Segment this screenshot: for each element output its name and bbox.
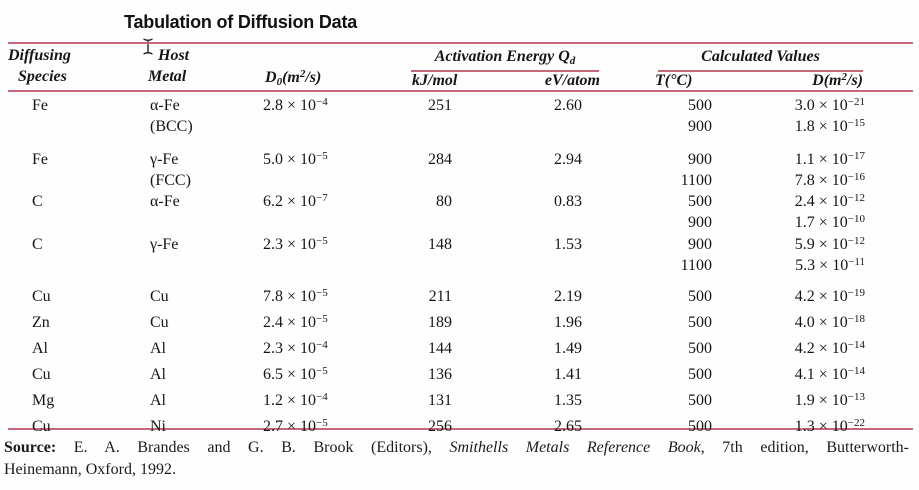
table-row bbox=[8, 235, 888, 287]
temperature-line: 1100 bbox=[680, 257, 712, 274]
cell-host-metal bbox=[140, 365, 262, 386]
d-value-line: $4.2 \times 10^{-14}$ bbox=[794, 339, 865, 357]
header-d-calculated: $D(m^2/s)$ bbox=[812, 71, 863, 89]
cell-d0: $2.3 \times 10^{-5}$ bbox=[263, 235, 328, 253]
d-value-line: $7.8 \times 10^{-16}$ bbox=[794, 171, 865, 189]
cell-ev-atom: 0.83 bbox=[554, 193, 582, 210]
cell-d0: $6.5 \times 10^{-5}$ bbox=[263, 365, 328, 383]
host-line: γ-Fe bbox=[150, 151, 179, 168]
cell-d-calculated bbox=[712, 313, 865, 334]
temperature-line: 500 bbox=[688, 392, 712, 409]
temperature-line: 500 bbox=[688, 288, 712, 305]
cell-d-calculated bbox=[712, 96, 865, 138]
d-value-line: $1.7 \times 10^{-10}$ bbox=[794, 213, 865, 231]
cell-d-calculated bbox=[712, 150, 865, 192]
header-d0: $D_0(m^2/s)$ bbox=[265, 68, 322, 88]
source-authors: E. A. Brandes and G. B. Brook (Editors), bbox=[56, 439, 450, 456]
d-value-line: $1.9 \times 10^{-13}$ bbox=[794, 391, 865, 409]
host-line: Al bbox=[150, 366, 166, 383]
cell-host-metal bbox=[140, 192, 262, 213]
temperature-line: 500 bbox=[688, 340, 712, 357]
header-host: Host bbox=[158, 47, 190, 64]
table-body bbox=[8, 94, 888, 443]
cell-d-calculated bbox=[712, 391, 865, 412]
host-line: α-Fe bbox=[150, 97, 180, 114]
cell-d-calculated bbox=[712, 417, 865, 438]
d-value-line: $5.3 \times 10^{-11}$ bbox=[795, 256, 865, 274]
cell-ev-atom: 2.60 bbox=[554, 97, 582, 114]
host-line: Ni bbox=[150, 418, 166, 435]
cell-temperature bbox=[582, 339, 712, 360]
cell-temperature bbox=[582, 287, 712, 308]
table-row bbox=[8, 287, 888, 313]
source-book-title: Smithells Metals Reference Book bbox=[449, 439, 701, 456]
cell-diffusing-species: Fe bbox=[32, 97, 48, 114]
host-line: (FCC) bbox=[150, 172, 191, 189]
cell-kj-mol: 211 bbox=[428, 288, 452, 305]
host-line: α-Fe bbox=[150, 193, 180, 210]
temperature-line: 900 bbox=[688, 151, 712, 168]
temperature-line: 500 bbox=[688, 418, 712, 435]
d-value-line: $1.3 \times 10^{-22}$ bbox=[794, 417, 865, 435]
cell-d-calculated bbox=[712, 365, 865, 386]
host-line: Al bbox=[150, 392, 166, 409]
cell-d0: $2.8 \times 10^{-4}$ bbox=[263, 96, 328, 114]
table-row bbox=[8, 391, 888, 417]
cell-d0: $1.2 \times 10^{-4}$ bbox=[263, 391, 328, 409]
temperature-line: 900 bbox=[688, 214, 712, 231]
host-line: Cu bbox=[150, 314, 169, 331]
header-metal: Metal bbox=[148, 68, 187, 85]
cell-kj-mol: 136 bbox=[428, 366, 452, 383]
cell-host-metal bbox=[140, 339, 262, 360]
d-value-line: $1.8 \times 10^{-15}$ bbox=[794, 117, 865, 135]
header-calculated-values-spanner: Calculated Values bbox=[701, 48, 820, 65]
cell-diffusing-species: Cu bbox=[32, 366, 51, 383]
cell-kj-mol: 256 bbox=[428, 418, 452, 435]
cell-temperature bbox=[582, 417, 712, 438]
d-value-line: $3.0 \times 10^{-21}$ bbox=[794, 96, 865, 114]
cell-d-calculated bbox=[712, 235, 865, 277]
source-edition: , 7th edition, Butterworth- bbox=[700, 439, 910, 456]
cell-kj-mol: 144 bbox=[428, 340, 452, 357]
cell-ev-atom: 2.65 bbox=[554, 418, 582, 435]
source-label: Source: bbox=[4, 439, 57, 456]
cell-kj-mol: 251 bbox=[428, 97, 452, 114]
temperature-line: 900 bbox=[688, 118, 712, 135]
table-title: Tabulation of Diffusion Data bbox=[124, 12, 358, 32]
cell-diffusing-species: Zn bbox=[32, 314, 50, 331]
cell-kj-mol: 148 bbox=[428, 236, 452, 253]
cell-diffusing-species: Al bbox=[32, 340, 48, 357]
table-row bbox=[8, 150, 888, 192]
cell-kj-mol: 189 bbox=[428, 314, 452, 331]
cell-host-metal bbox=[140, 391, 262, 412]
header-ev-atom: eV/atom bbox=[544, 72, 600, 89]
table-row bbox=[8, 313, 888, 339]
cell-d-calculated bbox=[712, 192, 865, 234]
cell-ev-atom: 1.53 bbox=[554, 236, 582, 253]
d-value-line: $2.4 \times 10^{-12}$ bbox=[794, 192, 865, 210]
header-diffusing-species bbox=[8, 45, 71, 87]
temperature-line: 500 bbox=[688, 314, 712, 331]
header-species: Species bbox=[18, 68, 67, 85]
cell-d-calculated bbox=[712, 287, 865, 308]
cell-ev-atom: 2.19 bbox=[554, 288, 582, 305]
cell-diffusing-species: Fe bbox=[32, 151, 48, 168]
d-value-line: $4.2 \times 10^{-19}$ bbox=[794, 287, 865, 305]
cell-d0: $2.7 \times 10^{-5}$ bbox=[263, 417, 328, 435]
temperature-line: 1100 bbox=[680, 172, 712, 189]
source-line-2: Heinemann, Oxford, 1992. bbox=[4, 461, 176, 478]
cell-d0: $2.3 \times 10^{-4}$ bbox=[263, 339, 328, 357]
cell-temperature bbox=[582, 391, 712, 412]
temperature-line: 900 bbox=[688, 236, 712, 253]
d-value-line: $5.9 \times 10^{-12}$ bbox=[794, 235, 865, 253]
header-activation-energy-spanner: Activation Energy $Q_d$ bbox=[434, 48, 576, 67]
header-diffusing: Diffusing bbox=[8, 47, 71, 64]
d-value-line: $4.0 \times 10^{-18}$ bbox=[794, 313, 865, 331]
host-line: Al bbox=[150, 340, 166, 357]
cell-kj-mol: 284 bbox=[428, 151, 452, 168]
host-line: Cu bbox=[150, 288, 169, 305]
cell-temperature bbox=[582, 235, 712, 277]
cell-temperature bbox=[582, 150, 712, 192]
source-note bbox=[4, 437, 909, 481]
header-host-metal bbox=[148, 45, 189, 87]
cell-d0: $2.4 \times 10^{-5}$ bbox=[263, 313, 328, 331]
cell-temperature bbox=[582, 365, 712, 386]
cell-ev-atom: 2.94 bbox=[554, 151, 582, 168]
host-line: (BCC) bbox=[150, 118, 193, 135]
cell-ev-atom: 1.49 bbox=[554, 340, 582, 357]
d-value-line: $4.1 \times 10^{-14}$ bbox=[794, 365, 865, 383]
cell-d-calculated bbox=[712, 339, 865, 360]
cell-kj-mol: 131 bbox=[428, 392, 452, 409]
cell-temperature bbox=[582, 192, 712, 234]
cell-diffusing-species: C bbox=[32, 236, 43, 253]
cell-diffusing-species: Mg bbox=[32, 392, 55, 409]
cell-ev-atom: 1.96 bbox=[554, 314, 582, 331]
cell-host-metal bbox=[140, 287, 262, 308]
table-row bbox=[8, 339, 888, 365]
cell-host-metal bbox=[140, 96, 262, 138]
cell-diffusing-species: C bbox=[32, 193, 43, 210]
cell-host-metal bbox=[140, 235, 262, 256]
cell-d0: $5.0 \times 10^{-5}$ bbox=[263, 150, 328, 168]
cell-host-metal bbox=[140, 150, 262, 192]
header-kj-mol: kJ/mol bbox=[412, 72, 458, 89]
cell-diffusing-species: Cu bbox=[32, 288, 51, 305]
cell-diffusing-species: Cu bbox=[32, 418, 51, 435]
source-line-1 bbox=[4, 437, 909, 459]
header-temperature: T(°C) bbox=[655, 72, 693, 89]
temperature-line: 500 bbox=[688, 193, 712, 210]
d-value-line: $1.1 \times 10^{-17}$ bbox=[794, 150, 865, 168]
cell-ev-atom: 1.41 bbox=[554, 366, 582, 383]
cell-d0: $6.2 \times 10^{-7}$ bbox=[263, 192, 328, 210]
host-line: γ-Fe bbox=[150, 236, 179, 253]
cell-host-metal bbox=[140, 313, 262, 334]
table-row bbox=[8, 96, 888, 150]
cell-temperature bbox=[582, 313, 712, 334]
temperature-line: 500 bbox=[688, 366, 712, 383]
cell-ev-atom: 1.35 bbox=[554, 392, 582, 409]
cell-temperature bbox=[582, 96, 712, 138]
cell-host-metal bbox=[140, 417, 262, 438]
cell-d0: $7.8 \times 10^{-5}$ bbox=[263, 287, 328, 305]
temperature-line: 500 bbox=[688, 97, 712, 114]
cell-kj-mol: 80 bbox=[436, 193, 452, 210]
table-row bbox=[8, 365, 888, 391]
table-row bbox=[8, 192, 888, 235]
rule-top bbox=[8, 42, 913, 44]
